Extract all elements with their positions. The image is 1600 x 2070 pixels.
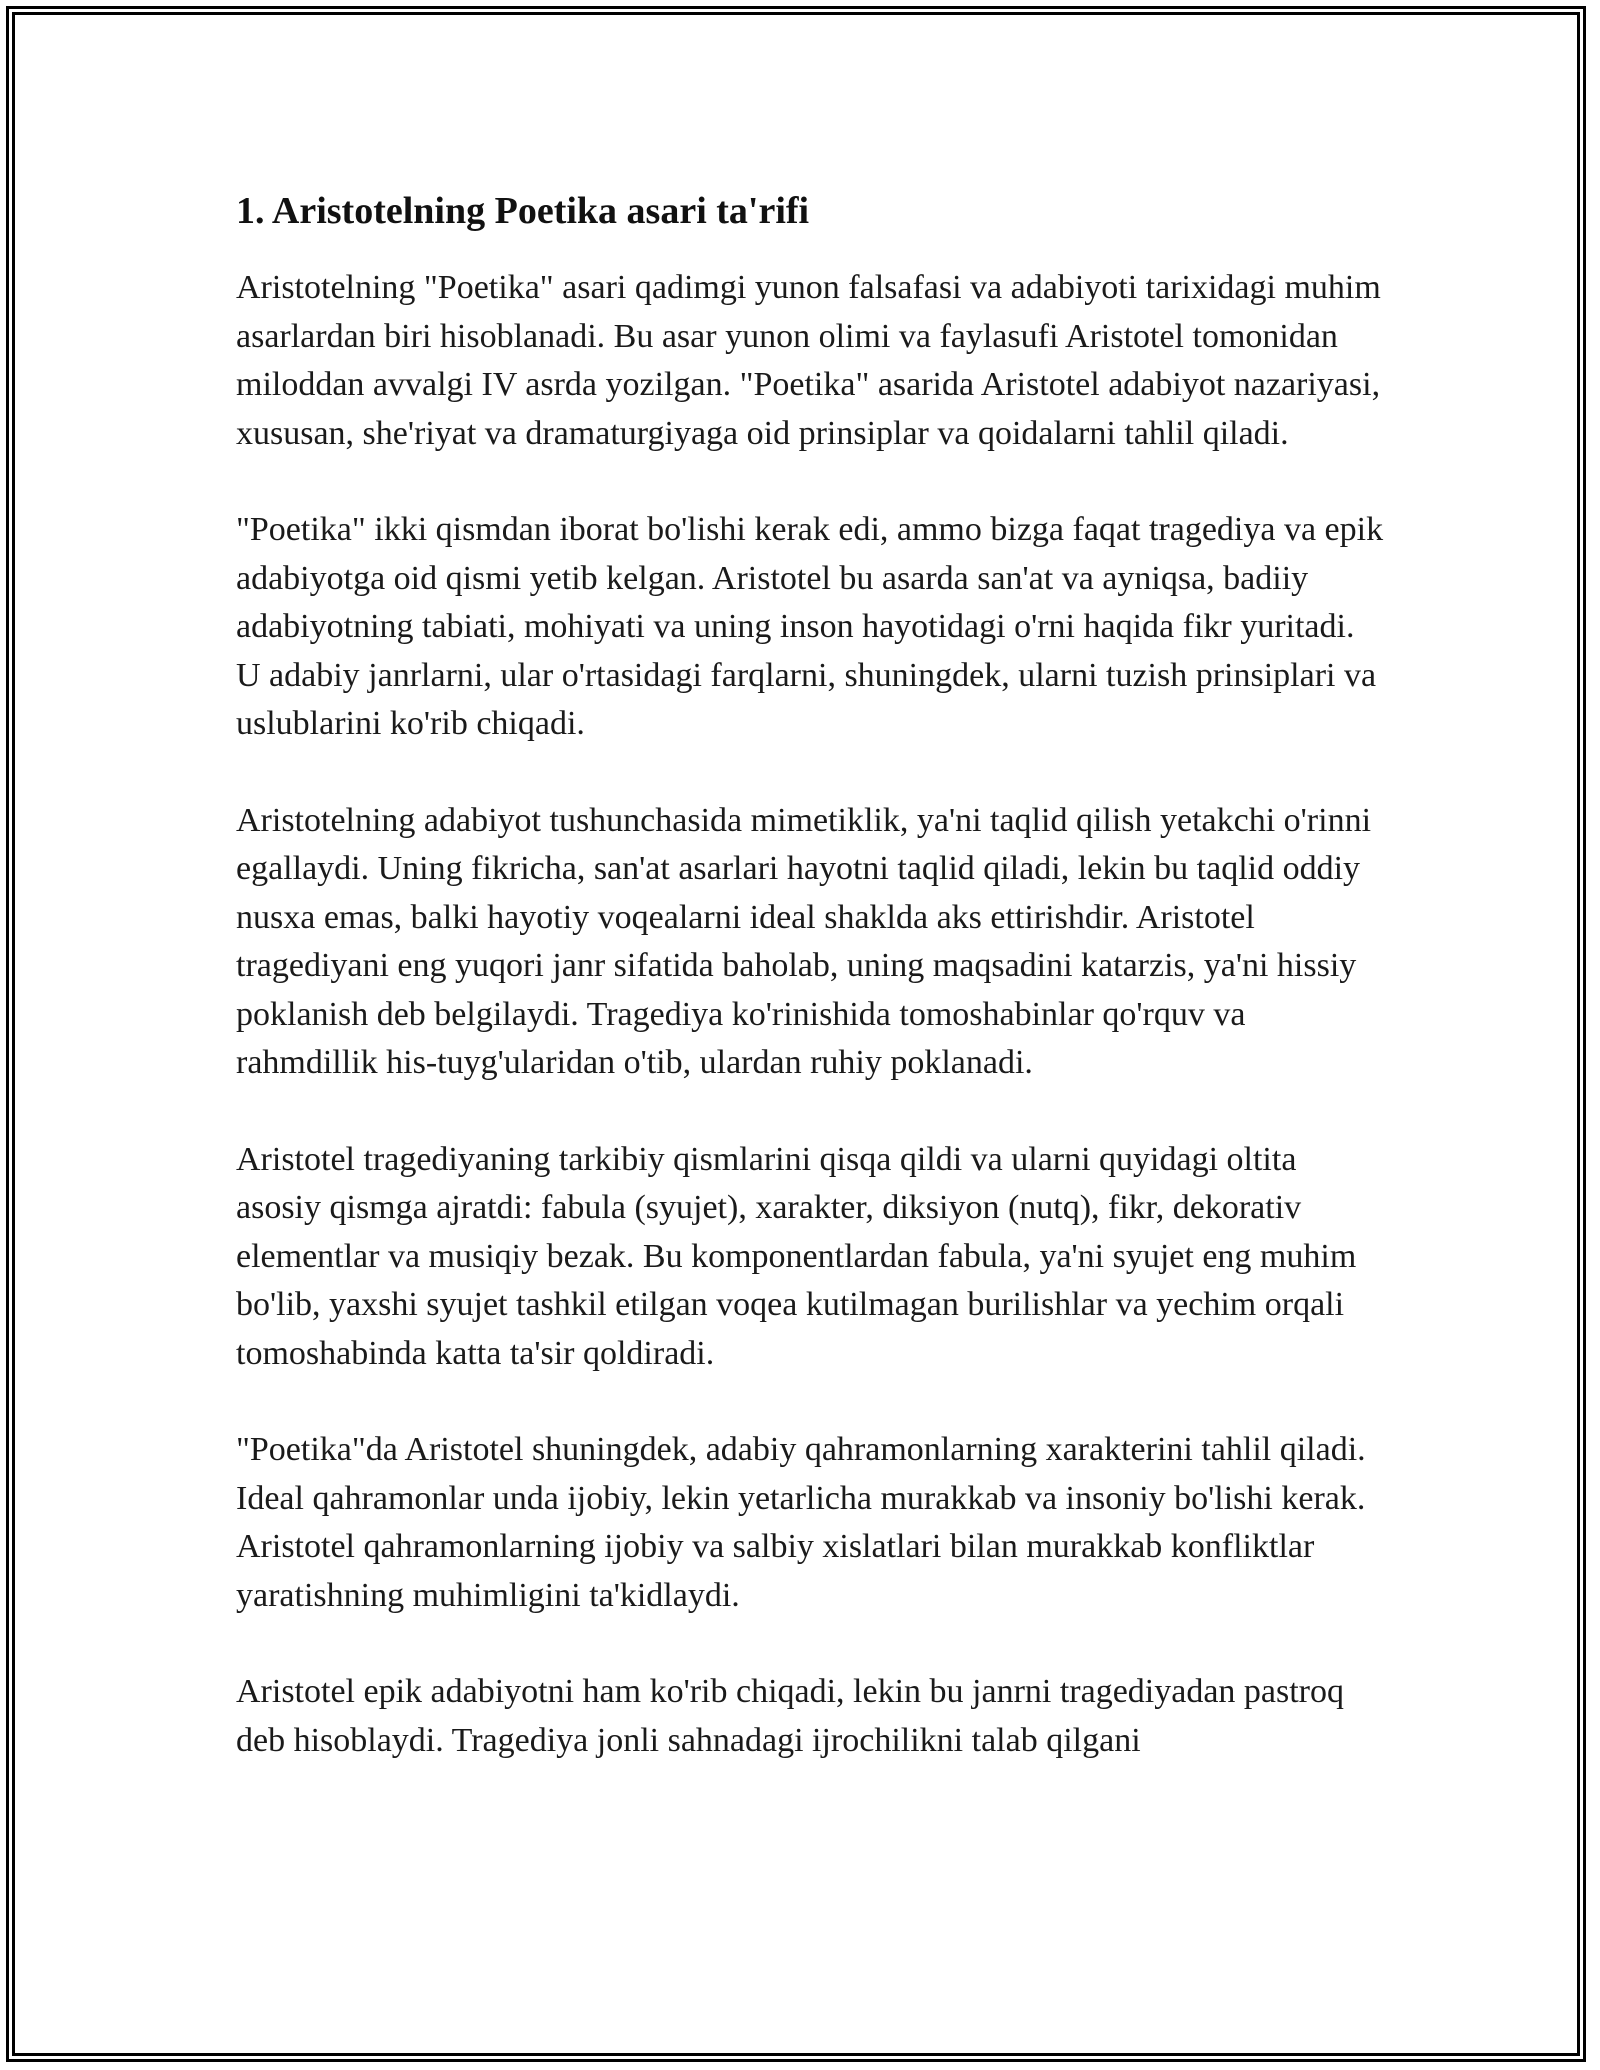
paragraph-5: "Poetika"da Aristotel shuningdek, adabiy qahramonlarning xarakterini tahlil qiladi. Ideal qahramonlar unda ijobiy, lekin yetarlicha murakkab va insoniy bo'lishi kerak. Aristotel qahramonlarning ijobiy va salbiy xislatlari bilan murakkab konfliktlar yaratishning muhimligini ta'kidlaydi. (236, 1431, 1366, 1614)
paragraph-1: Aristotelning "Poetika" asari qadimgi yunon falsafasi va adabiyoti tarixidagi muhim asarlardan biri hisoblanadi. Bu asar yunon olimi va faylasufi Aristotel tomonidan miloddan avvalgi IV asrda yozilgan. "Poetika" asarida Aristotel adabiyot nazariyasi, xususan, she'riyat va dramaturgiyaga oid prinsiplar va qoidalarni tahlil qiladi. (236, 269, 1381, 452)
paragraph-2: "Poetika" ikki qismdan iborat bo'lishi kerak edi, ammo bizga faqat tragediya va epik adabiyotga oid qismi yetib kelgan. Aristotel bu asarda san'at va ayniqsa, badiiy adabiyotning tabiati, mohiyati va uning inson hayotidagi o'rni haqida fikr yuritadi. U adabiy janrlarni, ular o'rtasidagi farqlarni, shuningdek, ularni tuzish prinsiplari va uslublarini ko'rib chiqadi. (236, 511, 1384, 742)
paragraph-3: Aristotelning adabiyot tushunchasida mimetiklik, ya'ni taqlid qilish yetakchi o'rinni egallaydi. Uning fikricha, san'at asarlari hayotni taqlid qiladi, lekin bu taqlid oddiy nusxa emas, balki hayotiy voqealarni ideal shaklda aks ettirishdir. Aristotel tragediyani eng yuqori janr sifatida baholab, uning maqsadini katarzis, ya'ni hissiy poklanish deb belgilaydi. Tragediya ko'rinishida tomoshabinlar qo'rquv va rahmdillik his-tuyg'ularidan o'tib, ulardan ruhiy poklanadi. (236, 801, 1372, 1081)
section-heading: 1. Aristotelning Poetika asari ta'rifi (236, 190, 810, 232)
paragraph-4: Aristotel tragediyaning tarkibiy qismlarini qisqa qildi va ularni quyidagi oltita asosiy qismga ajratdi: fabula (syujet), xarakter, diksiyon (nutq), fikr, dekorativ elementlar va musiqiy bezak. Bu komponentlardan fabula, ya'ni syujet eng muhim bo'lib, yaxshi syujet tashkil etilgan voqea kutilmagan burilishlar va yechim orqali tomoshabinda katta ta'sir qoldiradi. (236, 1140, 1357, 1372)
paragraph-6: Aristotel epik adabiyotni ham ko'rib chiqadi, lekin bu janrni tragediyadan pastroq deb hisoblaydi. Tragediya jonli sahnadagi ijrochilikni talab qilgani (236, 1673, 1345, 1759)
document-body (236, 186, 1386, 1765)
